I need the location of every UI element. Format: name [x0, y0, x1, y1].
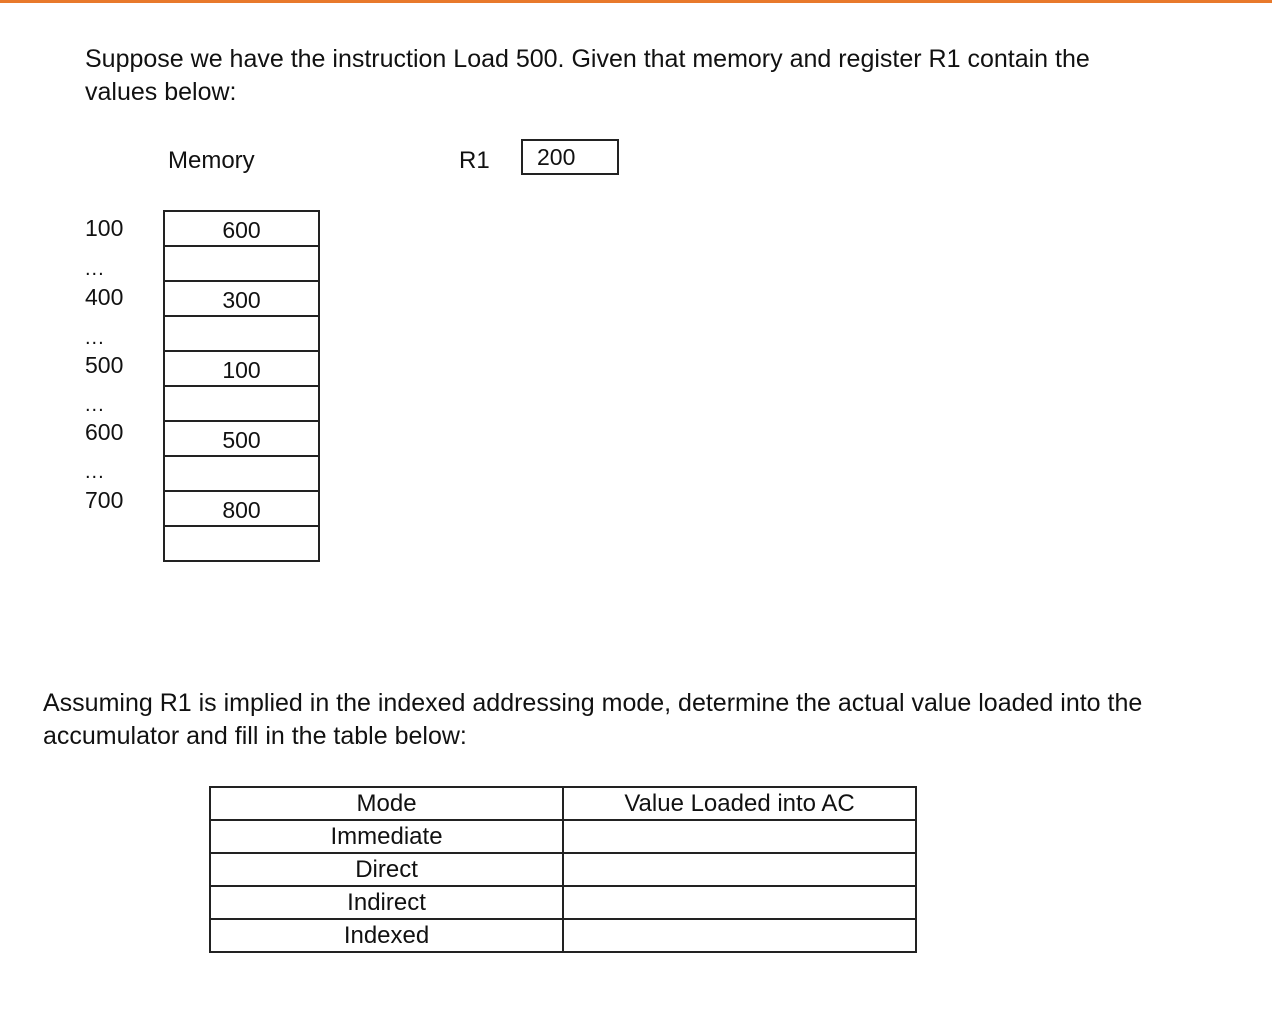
- memory-cell: [163, 245, 320, 282]
- addressing-modes-table: [209, 786, 917, 953]
- mode-cell: Immediate: [210, 820, 563, 853]
- ellipsis: ...: [85, 258, 105, 280]
- register-label: R1: [459, 147, 490, 174]
- address-label: 100: [85, 215, 124, 241]
- header-value-loaded: Value Loaded into AC: [563, 787, 916, 820]
- value-cell[interactable]: [563, 820, 916, 853]
- register-value-box: 200: [521, 139, 619, 175]
- memory-cell: [163, 315, 320, 352]
- address-label: 500: [85, 352, 124, 378]
- value-cell[interactable]: [563, 886, 916, 919]
- ellipsis: ...: [85, 327, 105, 349]
- mode-cell: Indirect: [210, 886, 563, 919]
- address-label: 600: [85, 419, 124, 445]
- memory-cell: [163, 385, 320, 422]
- value-cell[interactable]: [563, 919, 916, 952]
- table-row: [210, 853, 916, 886]
- memory-cell: 600: [163, 210, 320, 247]
- ellipsis: ...: [85, 394, 105, 416]
- table-row: [210, 820, 916, 853]
- memory-cell: 100: [163, 350, 320, 387]
- memory-cell: [163, 455, 320, 492]
- question-paragraph: Assuming R1 is implied in the indexed addressing mode, determine the actual value loaded into the accumulator and fill in the table below:: [43, 689, 1143, 750]
- mode-cell: Direct: [210, 853, 563, 886]
- intro-paragraph: Suppose we have the instruction Load 500. Given that memory and register R1 contain the values below:: [85, 45, 1090, 106]
- memory-cell: 500: [163, 420, 320, 457]
- table-row: [210, 919, 916, 952]
- ellipsis: ...: [85, 461, 105, 483]
- memory-cell: 800: [163, 490, 320, 527]
- address-label: 400: [85, 284, 124, 310]
- value-cell[interactable]: [563, 853, 916, 886]
- address-label: 700: [85, 487, 124, 513]
- mode-cell: Indexed: [210, 919, 563, 952]
- table-header-row: [210, 787, 916, 820]
- memory-cell: [163, 525, 320, 562]
- header-mode: Mode: [210, 787, 563, 820]
- table-row: [210, 886, 916, 919]
- memory-title: Memory: [168, 147, 255, 174]
- top-accent-rule: [0, 0, 1272, 3]
- memory-cell: 300: [163, 280, 320, 317]
